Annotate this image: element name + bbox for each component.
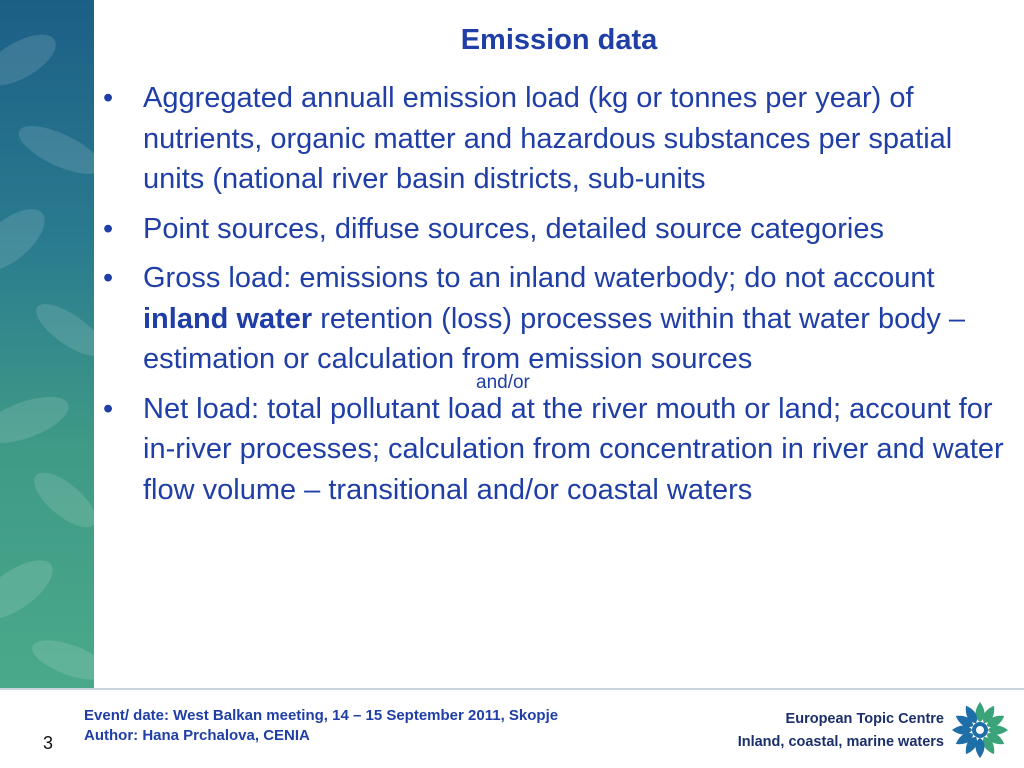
- bullet-marker: •: [103, 262, 114, 294]
- bullet-item: [100, 389, 1015, 511]
- bullet-marker: •: [103, 82, 114, 114]
- decorative-sidebar: [0, 0, 94, 688]
- bullet-text: Aggregated annuall emission load (kg or tonnes per year) of nutrients, organic matter and hazardous substances per spatial units (national river basin districts, sub-units: [143, 82, 953, 195]
- logo-line-1: European Topic Centre: [785, 711, 944, 727]
- page-number: 3: [43, 733, 54, 753]
- bullet-marker: •: [103, 392, 114, 425]
- bullet-item: [100, 78, 1015, 200]
- bullet-text-bold: inland water: [143, 302, 313, 335]
- bullet-item: [100, 258, 1015, 380]
- bullet-marker: •: [103, 212, 114, 245]
- slide-title: Emission data: [460, 24, 658, 56]
- footer-event: Event/ date: West Balkan meeting, 14 – 15 September 2011, Skopje: [84, 707, 559, 724]
- swirl-pattern-icon: [0, 0, 94, 688]
- bullet-text: Gross load: emissions to an inland waterbody; do not account: [143, 262, 935, 294]
- logo-line-2: Inland, coastal, marine waters: [737, 734, 944, 750]
- bullet-text: retention (loss) processes within that water body – estimation or calculation from emission sources: [143, 302, 966, 375]
- bullet-text: Net load: total pollutant load at the river mouth or land; account for in-river processes; calculation from concentration in river and water flow volume – transitional and/or coastal waters: [143, 392, 1004, 506]
- footer-author: Author: Hana Prchalova, CENIA: [84, 727, 310, 744]
- bullet-list: [100, 78, 1015, 519]
- overlay-note: and/or: [476, 372, 530, 393]
- etc-logo-icon: [950, 700, 1010, 760]
- etc-logo-text: [738, 708, 944, 754]
- bullet-item: [100, 209, 1015, 250]
- bullet-text: Point sources, diffuse sources, detailed source categories: [143, 212, 884, 245]
